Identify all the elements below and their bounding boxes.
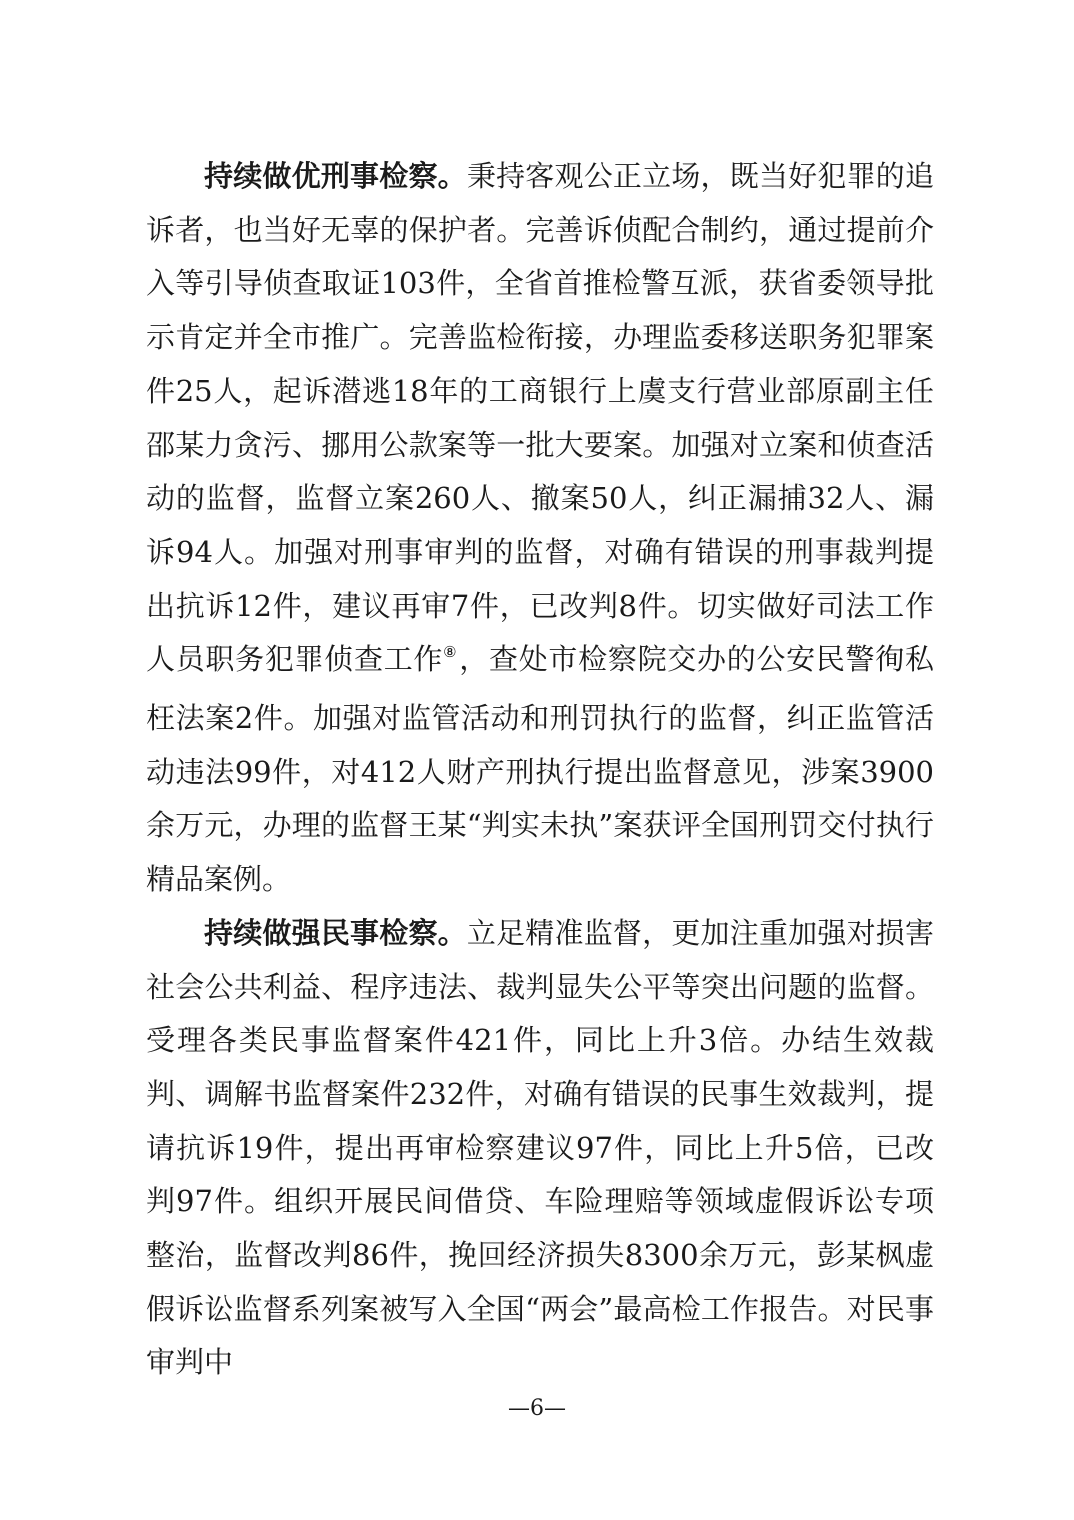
document-body [146,150,934,1390]
paragraph-text: 立足精准监督，更加注重加强对损害社会公共利益、程序违法、裁判显失公平等突出问题的监督。受理各类民事监督案件421件，同比上升3倍。办结生效裁判、调解书监督案件232件，对确有错误的民事生效裁判，提请抗诉19件，提出再审检察建议97件，同比上升5倍，已改判97件。组织开展民间借贷、车险理赔等领域虚假诉讼专项整治，监督改判86件，挽回经济损失8300余万元，彭某枫虚假诉讼监督系列案被写入全国“两会”最高检工作报告。对民事审判中 [146,915,934,1380]
footnote-marker: ⑧ [443,643,458,662]
paragraph-criminal-procuratorate [146,150,934,907]
paragraph-text: 秉持客观公正立场，既当好犯罪的追诉者，也当好无辜的保护者。完善诉侦配合制约，通过提前介入等引导侦查取证103件，全省首推检警互派，获省委领导批示肯定并全市推广。完善监检衔接，办理监委移送职务犯罪案件25人，起诉潜逃18年的工商银行上虞支行营业部原副主任邵某力贪污、挪用公款案等一批大要案。加强对立案和侦查活动的监督，监督立案260人、撤案50人，纠正漏捕32人、漏诉94人。加强对刑事审判的监督，对确有错误的刑事裁判提出抗诉12件，建议再审7件，已改判8件。切实做好司法工作人员职务犯罪侦查工作 [146,159,934,677]
paragraph-heading: 持续做优刑事检察。 [204,159,467,193]
paragraph-heading: 持续做强民事检察。 [204,915,467,950]
page-number: —6— [508,1396,566,1421]
paragraph-text-continued: ，查处市检察院交办的公安民警徇私枉法案2件。加强对监管活动和刑罚执行的监督，纠正监管活动违法99件，对412人财产刑执行提出监督意见，涉案3900余万元，办理的监督王某“判实未执”案获评全国刑罚交付执行精品案例。 [146,642,934,897]
paragraph-civil-procuratorate [146,907,934,1390]
